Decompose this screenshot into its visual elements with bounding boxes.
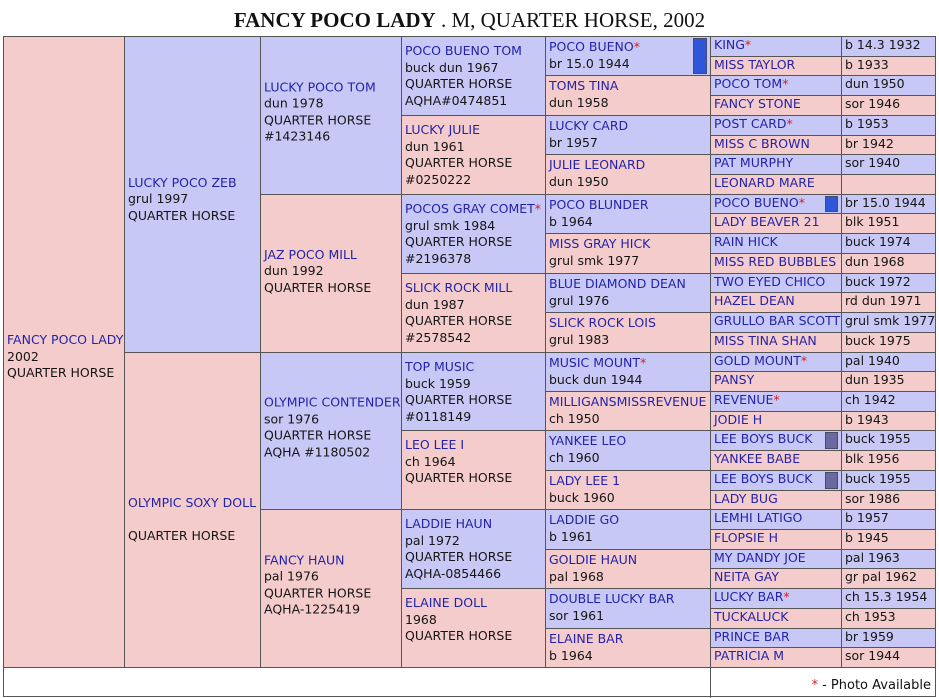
- gen6-ancestor-name: [710, 588, 842, 609]
- ancestor-info: #0118149: [405, 408, 472, 424]
- ancestor-info: blk 1956: [845, 451, 900, 466]
- ancestor-name-link[interactable]: REVENUE: [714, 392, 774, 407]
- gen4-ancestor: [401, 115, 546, 195]
- ancestor-name-link[interactable]: PAT MURPHY: [714, 155, 794, 170]
- ancestor-info: buck dun 1944: [549, 371, 643, 387]
- gen5-ancestor: [545, 75, 711, 116]
- ancestor-name-link[interactable]: PANSY: [714, 372, 755, 387]
- ancestor-info: QUARTER HORSE: [405, 76, 513, 91]
- ancestor-info: br 15.0 1944: [845, 195, 926, 210]
- ancestor-name-link[interactable]: POCOS GRAY COMET*: [405, 201, 542, 216]
- ancestor-details: [405, 516, 512, 582]
- ancestor-info: sor 1946: [845, 96, 901, 111]
- ancestor-info: buck 1972: [845, 274, 911, 289]
- ancestor-info: 2002: [7, 348, 39, 364]
- ancestor-name-link[interactable]: PATRICIA M: [714, 648, 785, 663]
- ancestor-details: [128, 175, 237, 225]
- ancestor-name-link[interactable]: LADDIE GO: [549, 512, 620, 527]
- gen5-ancestor: [545, 233, 711, 274]
- ancestor-details: [549, 78, 618, 111]
- ancestor-name-link[interactable]: NEITA GAY: [714, 569, 780, 584]
- ancestor-info: br 1959: [845, 629, 894, 644]
- ancestor-info: #2196378: [405, 250, 472, 266]
- ancestor-info: dun 1950: [549, 173, 609, 189]
- ancestor-name-link[interactable]: RAIN HICK: [714, 234, 778, 249]
- ancestor-info: QUARTER HORSE: [405, 628, 513, 643]
- ancestor-details: [128, 495, 256, 545]
- ancestor-info: grul smk 1977: [845, 313, 936, 328]
- gen6-ancestor-info: [841, 154, 936, 175]
- gen6-ancestor-info: [841, 568, 936, 589]
- gen6-ancestor-name: [710, 490, 842, 510]
- ancestor-details: [405, 122, 512, 188]
- ancestor-info: ch 1950: [549, 410, 600, 426]
- gen6-ancestor-info: [841, 529, 936, 550]
- gen6-ancestor-info: [841, 174, 936, 195]
- gen5-ancestor: [545, 115, 711, 155]
- gen6-ancestor-info: [841, 450, 936, 471]
- ancestor-name-link[interactable]: LUCKY POCO TOM: [264, 79, 376, 95]
- ancestor-name-link[interactable]: LEE BOYS BUCK: [714, 471, 813, 486]
- ancestor-info: dun 1958: [549, 94, 609, 110]
- ancestor-name-link[interactable]: SLICK ROCK MILL: [405, 280, 513, 295]
- gen6-ancestor-info: [841, 332, 936, 353]
- ancestor-info: ch 1964: [405, 453, 456, 469]
- gen6-ancestor-info: [841, 549, 936, 569]
- ancestor-details: [549, 552, 637, 585]
- ancestor-info: QUARTER HORSE: [405, 470, 513, 485]
- ancestor-name-link[interactable]: LEONARD MARE: [714, 175, 815, 190]
- gen6-ancestor-name: [710, 154, 842, 175]
- ancestor-name-link[interactable]: YANKEE BABE: [714, 451, 801, 466]
- gen6-ancestor-name: [710, 371, 842, 392]
- ancestor-info: [128, 512, 256, 529]
- ancestor-info: grul smk 1977: [549, 252, 640, 268]
- ancestor-info: QUARTER HORSE: [264, 279, 372, 295]
- gen5-ancestor: [545, 154, 711, 195]
- ancestor-details: [549, 236, 650, 269]
- footer-divider: [710, 668, 711, 698]
- ancestor-name-link[interactable]: DOUBLE LUCKY BAR: [549, 591, 675, 606]
- ancestor-info: ch 1953: [845, 609, 896, 624]
- photo-available-icon: *: [798, 195, 805, 210]
- page-title: [0, 8, 939, 33]
- ancestor-details: [549, 118, 628, 151]
- gen6-ancestor-info: [841, 312, 936, 333]
- ancestor-info: buck 1955: [845, 431, 911, 446]
- ancestor-info: rd dun 1971: [845, 293, 922, 308]
- ancestor-name-link[interactable]: YANKEE LEO: [549, 433, 627, 448]
- gen6-ancestor-info: [841, 115, 936, 136]
- gen4-ancestor: [401, 36, 546, 116]
- gen5-ancestor: [545, 509, 711, 550]
- ancestor-info: pal 1940: [845, 353, 900, 368]
- ancestor-name-link[interactable]: LEE BOYS BUCK: [714, 431, 813, 446]
- ancestor-details: [405, 43, 522, 109]
- ancestor-info: buck 1955: [845, 471, 911, 486]
- gen6-ancestor-name: [710, 56, 842, 76]
- color-swatch-icon: [825, 472, 838, 489]
- ancestor-info: buck 1974: [845, 234, 911, 249]
- gen6-ancestor-info: [841, 36, 936, 57]
- ancestor-name-link[interactable]: TOMS TINA: [549, 78, 619, 93]
- gen3-ancestor: [260, 194, 402, 353]
- gen4-ancestor: [401, 352, 546, 431]
- ancestor-name-link[interactable]: LADDIE HAUN: [405, 516, 493, 531]
- ancestor-info: AQHA#0474851: [405, 92, 508, 108]
- ancestor-details: [549, 197, 649, 230]
- color-swatch-icon: [693, 38, 707, 74]
- gen6-ancestor-name: [710, 213, 842, 234]
- ancestor-name-link[interactable]: OLYMPIC SOXY DOLL: [128, 495, 257, 511]
- ancestor-info: br 1957: [549, 134, 598, 150]
- gen6-ancestor-info: [841, 213, 936, 234]
- ancestor-info: b 1961: [549, 528, 593, 544]
- gen4-ancestor: [401, 194, 546, 274]
- ancestor-name-link[interactable]: FLOPSIE H: [714, 530, 778, 545]
- ancestor-info: QUARTER HORSE: [405, 155, 513, 170]
- ancestor-info: pal 1963: [845, 550, 900, 565]
- color-swatch-icon: [825, 432, 838, 449]
- ancestor-info: b 1933: [845, 57, 889, 72]
- ancestor-details: [405, 437, 512, 487]
- ancestor-details: [549, 591, 674, 624]
- gen5-ancestor: [545, 588, 711, 629]
- photo-star-icon: *: [811, 678, 819, 693]
- ancestor-info: QUARTER HORSE: [128, 528, 236, 544]
- ancestor-name-link[interactable]: MISS RED BUBBLES: [714, 254, 837, 269]
- gen5-ancestor: [545, 430, 711, 471]
- ancestor-name-link[interactable]: JODIE H: [714, 412, 763, 427]
- ancestor-info: buck 1959: [405, 375, 471, 391]
- ancestor-info: gr pal 1962: [845, 569, 917, 584]
- gen6-ancestor-name: [710, 174, 842, 195]
- ancestor-details: [264, 79, 376, 145]
- gen6-ancestor-name: [710, 115, 842, 136]
- ancestor-details: [264, 246, 371, 296]
- ancestor-name-link[interactable]: LEO LEE I: [405, 437, 465, 452]
- gen6-ancestor-name: [710, 253, 842, 274]
- gen6-ancestor-info: [841, 411, 936, 431]
- ancestor-info: QUARTER HORSE: [7, 365, 115, 381]
- ancestor-name-link[interactable]: JAZ POCO MILL: [264, 246, 357, 262]
- gen4-ancestor: [401, 588, 546, 668]
- ancestor-info: AQHA #1180502: [264, 444, 371, 460]
- ancestor-name-link[interactable]: FANCY HAUN: [264, 552, 345, 568]
- ancestor-details: [549, 157, 645, 190]
- ancestor-details: [264, 552, 371, 618]
- ancestor-name-link[interactable]: TWO EYED CHICO: [714, 274, 826, 289]
- ancestor-info: b 1943: [845, 412, 889, 427]
- gen6-ancestor-name: [710, 75, 842, 96]
- ancestor-name-link[interactable]: POCO BUENO*: [549, 39, 640, 54]
- gen6-ancestor-info: [841, 371, 936, 392]
- ancestor-info: sor 1986: [845, 491, 901, 506]
- ancestor-info: buck dun 1967: [405, 59, 499, 75]
- gen6-ancestor-info: [841, 608, 936, 629]
- ancestor-name-link[interactable]: MUSIC MOUNT*: [549, 355, 647, 370]
- ancestor-info: buck 1960: [549, 489, 615, 505]
- gen6-ancestor-info: [841, 292, 936, 313]
- ancestor-details: [549, 512, 619, 545]
- gen4-ancestor: [401, 509, 546, 589]
- ancestor-info: br 15.0 1944: [549, 55, 630, 71]
- ancestor-info: buck 1975: [845, 333, 911, 348]
- gen5-ancestor: [545, 194, 711, 234]
- gen5-ancestor: [545, 391, 711, 431]
- ancestor-info: dun 1950: [845, 76, 905, 91]
- ancestor-info: #0250222: [405, 171, 472, 187]
- ancestor-details: [7, 332, 123, 382]
- ancestor-info: pal 1968: [549, 568, 604, 584]
- gen6-ancestor-name: [710, 332, 842, 353]
- photo-available-icon: *: [744, 37, 752, 52]
- ancestor-name-link[interactable]: LUCKY BAR: [714, 589, 784, 604]
- gen6-ancestor-info: [841, 490, 936, 510]
- ancestor-name-link[interactable]: HAZEL DEAN: [714, 293, 795, 308]
- ancestor-name-link[interactable]: POCO TOM: [714, 76, 783, 91]
- ancestor-info: QUARTER HORSE: [128, 207, 236, 223]
- ancestor-info: dun 1992: [264, 262, 324, 278]
- gen6-ancestor-info: [841, 135, 936, 155]
- gen6-ancestor-info: [841, 391, 936, 412]
- ancestor-name-link[interactable]: JULIE LEONARD: [549, 157, 646, 172]
- gen3-ancestor: [260, 36, 402, 195]
- photo-legend: [812, 678, 931, 693]
- photo-legend-text: - Photo Available: [822, 678, 931, 693]
- ancestor-info: dun 1978: [264, 95, 324, 111]
- gen6-ancestor-name: [710, 568, 842, 589]
- ancestor-details: [549, 473, 620, 506]
- photo-available-icon: *: [783, 589, 790, 604]
- ancestor-details: [549, 433, 626, 466]
- gen3-ancestor: [260, 509, 402, 668]
- gen6-ancestor-name: [710, 430, 842, 451]
- gen6-ancestor-info: [841, 430, 936, 451]
- ancestor-info: grul 1976: [549, 292, 610, 308]
- ancestor-info: blk 1951: [845, 214, 900, 229]
- gen5-ancestor: [545, 470, 711, 510]
- ancestor-details: [549, 631, 623, 664]
- gen6-ancestor-name: [710, 411, 842, 431]
- ancestor-name-link[interactable]: LUCKY POCO ZEB: [128, 174, 237, 190]
- gen6-ancestor-name: [710, 194, 842, 214]
- ancestor-info: b 1964: [549, 213, 593, 229]
- ancestor-info: ch 15.3 1954: [845, 589, 928, 604]
- ancestor-info: QUARTER HORSE: [405, 392, 513, 407]
- ancestor-info: QUARTER HORSE: [264, 427, 372, 443]
- ancestor-name-link[interactable]: MISS C BROWN: [714, 136, 810, 151]
- ancestor-info: dun 1961: [405, 138, 465, 154]
- photo-available-icon: *: [786, 116, 793, 131]
- ancestor-info: pal 1976: [264, 568, 319, 584]
- gen6-ancestor-info: [841, 352, 936, 372]
- ancestor-name-link[interactable]: POST CARD: [714, 116, 787, 131]
- ancestor-info: QUARTER HORSE: [264, 585, 372, 601]
- ancestor-name-link[interactable]: TOP MUSIC: [405, 359, 475, 374]
- gen3-ancestor: [260, 352, 402, 510]
- ancestor-info: ch 1960: [549, 449, 600, 465]
- ancestor-info: pal 1972: [405, 532, 460, 548]
- ancestor-details: [405, 280, 512, 346]
- gen6-ancestor-info: [841, 470, 936, 491]
- ancestor-name-link[interactable]: LEMHI LATIGO: [714, 510, 803, 525]
- ancestor-name-link[interactable]: SLICK ROCK LOIS: [549, 315, 656, 330]
- photo-available-icon: *: [773, 392, 780, 407]
- gen6-ancestor-info: [841, 194, 936, 214]
- ancestor-info: b 1957: [845, 510, 889, 525]
- ancestor-name-link[interactable]: GOLDIE HAUN: [549, 552, 638, 567]
- gen5-ancestor: [545, 549, 711, 589]
- ancestor-name-link[interactable]: ELAINE DOLL: [405, 595, 488, 610]
- ancestor-name-link[interactable]: TUCKALUCK: [714, 609, 789, 624]
- photo-available-icon: *: [782, 76, 789, 91]
- gen6-ancestor-info: [841, 233, 936, 254]
- ancestor-info: AQHA-1225419: [264, 601, 361, 617]
- gen6-ancestor-name: [710, 450, 842, 471]
- ancestor-name-link[interactable]: MY DANDY JOE: [714, 550, 806, 565]
- ancestor-info: QUARTER HORSE: [264, 112, 372, 128]
- ancestor-details: [549, 39, 640, 72]
- ancestor-info: br 1942: [845, 136, 894, 151]
- ancestor-info: b 14.3 1932: [845, 37, 921, 52]
- gen6-ancestor-info: [841, 509, 936, 530]
- ancestor-name-link[interactable]: POCO BUENO: [714, 195, 799, 210]
- ancestor-name-link[interactable]: MISS TINA SHAN: [714, 333, 817, 348]
- ancestor-info: b 1953: [845, 116, 889, 131]
- gen6-ancestor-info: [841, 253, 936, 274]
- ancestor-details: [264, 395, 401, 461]
- ancestor-info: 1968: [405, 611, 437, 627]
- gen6-ancestor-name: [710, 391, 842, 412]
- gen6-ancestor-name: [710, 608, 842, 629]
- ancestor-name-link[interactable]: MISS TAYLOR: [714, 57, 796, 72]
- gen4-ancestor: [401, 430, 546, 510]
- gen6-ancestor-info: [841, 647, 936, 668]
- ancestor-info: AQHA-0854466: [405, 565, 502, 581]
- gen6-ancestor-name: [710, 95, 842, 116]
- ancestor-name-link[interactable]: MILLIGANSMISSREVENUE: [549, 394, 707, 409]
- ancestor-info: sor 1961: [549, 607, 605, 623]
- ancestor-details: [549, 394, 706, 427]
- ancestor-name-link[interactable]: FANCY STONE: [714, 96, 801, 111]
- gen6-ancestor-info: [841, 628, 936, 648]
- gen5-ancestor: [545, 36, 711, 76]
- ancestor-info: QUARTER HORSE: [405, 313, 513, 328]
- gen6-ancestor-name: [710, 233, 842, 254]
- gen6-ancestor-info: [841, 588, 936, 609]
- gen6-ancestor-name: [710, 36, 842, 57]
- ancestor-info: QUARTER HORSE: [405, 234, 513, 249]
- gen6-ancestor-name: [710, 470, 842, 491]
- gen6-ancestor-info: [841, 95, 936, 116]
- ancestor-info: b 1945: [845, 530, 889, 545]
- ancestor-info: sor 1940: [845, 155, 901, 170]
- gen5-ancestor: [545, 628, 711, 668]
- gen5-ancestor: [545, 352, 711, 392]
- ancestor-info: grul 1983: [549, 331, 610, 347]
- gen6-ancestor-name: [710, 312, 842, 333]
- gen6-ancestor-name: [710, 549, 842, 569]
- ancestor-name-link[interactable]: LADY BUG: [714, 491, 778, 506]
- gen6-ancestor-name: [710, 135, 842, 155]
- ancestor-name-link[interactable]: LADY BEAVER 21: [714, 214, 820, 229]
- ancestor-name-link[interactable]: LADY LEE 1: [549, 473, 621, 488]
- ancestor-info: #1423146: [264, 128, 331, 144]
- photo-available-icon: *: [534, 201, 542, 216]
- gen6-ancestor-info: [841, 56, 936, 76]
- ancestor-name-link[interactable]: POCO BUENO TOM: [405, 43, 522, 58]
- ancestor-info: b 1964: [549, 647, 593, 663]
- gen6-ancestor-name: [710, 529, 842, 550]
- gen5-ancestor: [545, 312, 711, 353]
- gen4-ancestor: [401, 273, 546, 353]
- photo-available-icon: *: [640, 355, 647, 370]
- ancestor-info: #2578542: [405, 329, 472, 345]
- gen6-ancestor-name: [710, 628, 842, 648]
- gen6-ancestor-name: [710, 647, 842, 668]
- gen6-ancestor-name: [710, 273, 842, 293]
- gen2-ancestor: [124, 36, 261, 353]
- ancestor-name-link[interactable]: LUCKY CARD: [549, 118, 629, 133]
- ancestor-name-link[interactable]: FANCY POCO LADY: [7, 332, 124, 348]
- ancestor-name-link[interactable]: KING: [714, 37, 745, 52]
- ancestor-name-link[interactable]: LUCKY JULIE: [405, 122, 480, 137]
- gen6-ancestor-info: [841, 75, 936, 96]
- ancestor-name-link[interactable]: OLYMPIC CONTENDER: [264, 394, 401, 410]
- ancestor-name-link[interactable]: BLUE DIAMOND DEAN: [549, 276, 686, 291]
- ancestor-info: sor 1944: [845, 648, 901, 663]
- gen6-ancestor-name: [710, 352, 842, 372]
- footer: [3, 667, 936, 697]
- photo-available-icon: *: [800, 353, 808, 368]
- gen5-ancestor: [545, 273, 711, 313]
- horse-name: FANCY POCO LADY: [233, 8, 436, 32]
- ancestor-name-link[interactable]: PRINCE BAR: [714, 629, 790, 644]
- gen6-ancestor-name: [710, 509, 842, 530]
- ancestor-details: [405, 359, 512, 425]
- ancestor-details: [405, 201, 541, 267]
- ancestor-name-link[interactable]: ELAINE BAR: [549, 631, 624, 646]
- gen6-ancestor-name: [710, 292, 842, 313]
- ancestor-details: [549, 276, 686, 309]
- ancestor-info: sor 1976: [264, 411, 320, 427]
- ancestor-details: [405, 595, 512, 645]
- ancestor-info: dun 1935: [845, 372, 905, 387]
- ancestor-name-link[interactable]: GRULLO BAR SCOTT: [714, 313, 841, 328]
- color-swatch-icon: [825, 196, 838, 212]
- gen6-ancestor-info: [841, 273, 936, 293]
- photo-available-icon: *: [633, 39, 640, 54]
- ancestor-info: ch 1942: [845, 392, 896, 407]
- ancestor-info: grul smk 1984: [405, 217, 496, 233]
- horse-summary: . M, QUARTER HORSE, 2002: [435, 8, 706, 32]
- gen2-ancestor: [124, 352, 261, 668]
- ancestor-details: [549, 355, 646, 388]
- ancestor-info: dun 1987: [405, 296, 465, 312]
- ancestor-info: QUARTER HORSE: [405, 549, 513, 564]
- ancestor-name-link[interactable]: MISS GRAY HICK: [549, 236, 651, 251]
- gen1-ancestor: [3, 36, 125, 668]
- ancestor-info: grul 1997: [128, 191, 189, 207]
- ancestor-info: dun 1968: [845, 254, 905, 269]
- ancestor-name-link[interactable]: GOLD MOUNT: [714, 353, 801, 368]
- ancestor-details: [549, 315, 656, 348]
- ancestor-name-link[interactable]: POCO BLUNDER: [549, 197, 649, 212]
